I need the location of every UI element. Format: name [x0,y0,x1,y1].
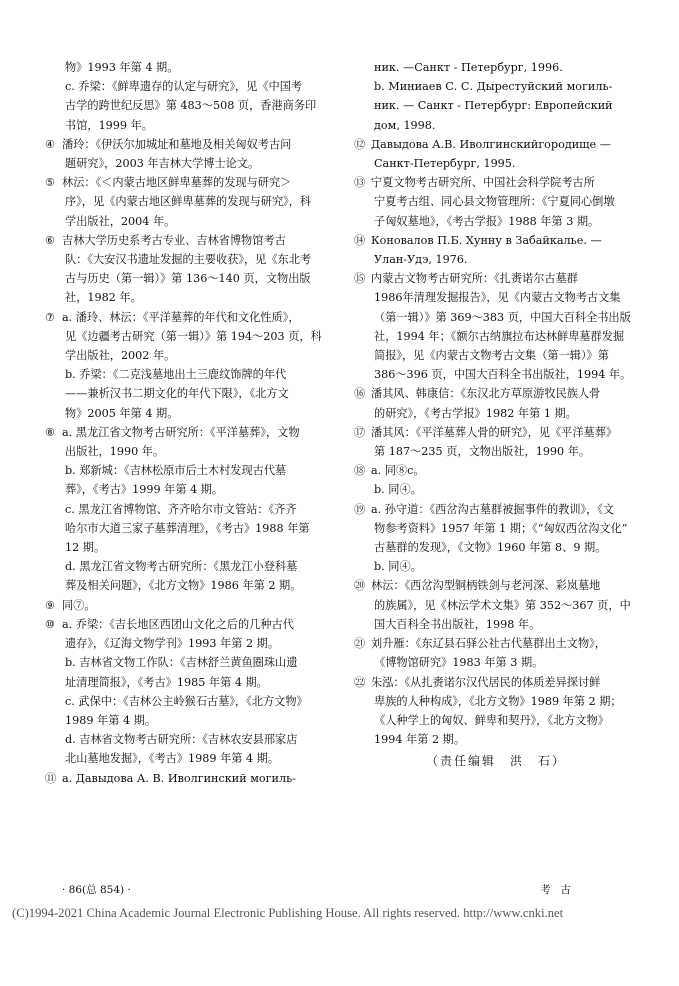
reference-line: 见《边疆考古研究（第一辑）》第 194～203 页，科 [65,329,322,343]
journal-name: 考古 [540,884,581,896]
reference-line: c. 黑龙江省博物馆、齐齐哈尔市文管站：《齐齐 [65,502,297,516]
reference-entry [45,423,325,461]
reference-number: ㉑ [354,637,366,651]
reference-entry [354,500,636,558]
reference-entry [45,173,325,231]
reference-entry [354,423,636,461]
reference-number: ⑲ [354,502,366,516]
reference-number: ⑥ [45,233,56,247]
reference-entry [354,673,636,750]
reference-entry [45,58,325,77]
reference-line: ㉒ 朱泓：《从扎赉诺尔汉代居民的体质差异探讨鲜 [354,673,636,692]
reference-entry [45,769,325,788]
reference-entry [354,58,636,77]
copyright-notice: (C)1994-2021 China Academic Journal Electronic Publishing House. All rights reserved. http://www.cnki.net [12,906,564,920]
reference-number: ④ [45,137,56,151]
page-number: · 86(总 854) · [62,884,131,896]
reference-number: ⑧ [45,425,56,439]
reference-entry [45,135,325,173]
reference-line: b. Миниаев С. С. Дырестуйский могиль- [374,80,613,94]
reference-line: （第一辑）》第 369～383 页，中国大百科全书出版 [374,310,631,324]
reference-line: 古学的跨世纪反思》第 483～508 页，香港商务印 [65,99,317,113]
reference-entry [45,461,325,499]
reference-line: ⑯ 潘其风、韩康信：《东汉北方草原游牧民族人骨 [354,384,636,403]
reference-entry [354,461,636,480]
reference-line: b. 吉林省文物工作队：《吉林舒兰黄鱼圈珠山遗 [65,656,298,670]
reference-number: ⑫ [354,137,366,151]
reference-number: ⑤ [45,176,56,190]
reference-entry [354,269,636,384]
reference-line: 题研究》，2003 年吉林大学博士论文。 [65,157,260,171]
reference-entry [354,557,636,576]
reference-line: 古墓群的发现》，《文物》1960 年第 8、9 期。 [374,541,607,555]
reference-entry [45,231,325,308]
reference-line: 队：《大安汉书遗址发掘的主要收获》，见《东北考 [65,253,312,267]
reference-number: ⑮ [354,272,366,286]
reference-line: 社，1994 年；《额尔古纳旗拉布达林鲜卑墓群发掘 [374,329,625,343]
reference-line: ⑬ 宁夏文物考古研究所、中国社会科学院考古所 [354,173,636,192]
reference-line: ⑭ Коновалов П.Б. Хунну в Забайкалье. — [354,231,636,250]
reference-line: 第 187～235 页，文物出版社，1990 年。 [374,445,591,459]
reference-line: 遗存》，《辽海文物学刊》1993 年第 2 期。 [65,637,280,651]
right-column [354,58,636,771]
reference-line: ⑰ 潘其风：《平洋墓葬人骨的研究》，见《平洋墓葬》 [354,423,636,442]
reference-line: ник. — Санкт - Петербург: Европейский [374,99,613,113]
reference-number: ㉒ [354,675,366,689]
reference-line: 出版社，1990 年。 [65,445,165,459]
reference-line: 葬》，《考古》1999 年第 4 期。 [65,483,224,497]
reference-line: ⑤ 林沄：《＜内蒙古地区鲜卑墓葬的发现与研究＞ [45,173,325,192]
reference-entry [354,77,636,135]
reference-line: ⑨ 同⑦。 [45,596,325,615]
reference-entry [45,596,325,615]
reference-line: ④ 潘玲：《伊沃尔加城址和墓地及相关匈奴考古问 [45,135,325,154]
reference-line: 学出版社，2002 年。 [65,349,176,363]
reference-line: ⑥ 吉林大学历史系考古专业、吉林省博物馆考古 [45,231,325,250]
reference-line: ⑧ a. 黑龙江省文物考古研究所：《平洋墓葬》，文物 [45,423,325,442]
reference-line: ——兼析汉书二期文化的年代下限》，《北方文 [65,387,289,401]
reference-line: дом, 1998. [374,118,436,132]
reference-line: 葬及相关问题》，《北方文物》1986 年第 2 期。 [65,579,302,593]
reference-line: ⑲ a. 孙守道：《西岔沟古墓群被掘事件的教训》，《文 [354,500,636,519]
reference-line: 的族属》，见《林沄学术文集》第 352～367 页，中 [374,598,631,612]
reference-entry [45,653,325,691]
reference-number: ⑦ [45,310,56,324]
reference-entry [354,231,636,269]
reference-line: ⑦ a. 潘玲、林沄：《平洋墓葬的年代和文化性质》， [45,308,325,327]
reference-entry [45,615,325,653]
reference-line: 卑族的人种构成》，《北方文物》1989 年第 2 期； [374,694,622,708]
reference-number: ⑬ [354,176,366,190]
reference-line: ㉑ 刘升雁：《东辽县石驿公社古代墓群出土文物》， [354,634,636,653]
reference-line: 物》2005 年第 4 期。 [65,406,179,420]
reference-line: 1989 年第 4 期。 [65,713,157,727]
reference-line: c. 乔梁：《鲜卑遗存的认定与研究》，见《中国考 [65,80,303,94]
reference-line: Улан-Удэ, 1976. [374,253,468,267]
reference-line: 国大百科全书出版社，1998 年。 [374,617,541,631]
reference-line: 古与历史（第一辑）》第 136～140 页，文物出版 [65,272,311,286]
reference-number: ⑩ [45,617,56,631]
reference-line: c. 武保中：《吉林公主岭猴石古墓》，《北方文物》 [65,694,308,708]
reference-line: 宁夏考古组、同心县文物管理所：《宁夏同心倒墩 [374,195,615,209]
reference-line: 《人种学上的匈奴、鲜卑和契丹》，《北方文物》 [374,713,609,727]
reference-line: 物》1993 年第 4 期。 [65,61,179,74]
reference-number: ⑯ [354,387,366,401]
reference-line: ⑱ a. 同⑧c。 [354,461,636,480]
reference-line: d. 吉林省文物考古研究所：《吉林农安县邢家店 [65,733,298,747]
reference-line: 址清理简报》，《考古》1985 年第 4 期。 [65,675,268,689]
reference-entry [354,384,636,422]
left-column [45,58,325,788]
reference-line: ⑳ 林沄：《西岔沟型铜柄铁剑与老河深、彩岚墓地 [354,576,636,595]
reference-line: 哈尔市大道三家子墓葬清理》，《考古》1988 年第 [65,521,310,535]
reference-line: d. 黑龙江省文物考古研究所：《黑龙江小登科墓 [65,560,298,574]
reference-number: ⑨ [45,598,56,612]
reference-line: 社，1982 年。 [65,291,142,305]
reference-entry [45,557,325,595]
reference-line: ⑮ 内蒙古文物考古研究所：《扎赉诺尔古墓群 [354,269,636,288]
reference-line: 简报》，见《内蒙古文物考古文集（第一辑）》第 [374,349,609,363]
reference-line: 学出版社，2004 年。 [65,214,176,228]
reference-number: ⑪ [45,771,57,785]
reference-number: ⑭ [354,233,366,247]
reference-line: 序》，见《内蒙古地区鲜卑墓葬的发现与研究》，科 [65,195,312,209]
reference-line: b. 同④。 [374,560,422,574]
reference-line: 1994 年第 2 期。 [374,733,466,747]
reference-number: ⑱ [354,464,366,478]
reference-entry [354,480,636,499]
reference-line: 1986年清理发掘报告》，见《内蒙古文物考古文集 [374,291,621,305]
reference-line: ник. —Санкт - Петербург, 1996. [374,61,563,74]
reference-number: ⑳ [354,579,366,593]
reference-line: ⑩ a. 乔梁：《吉长地区西团山文化之后的几种古代 [45,615,325,634]
reference-line: 386～396 页，中国大百科全书出版社，1994 年。 [374,368,632,382]
reference-line: 子匈奴墓地》，《考古学报》1988 年第 3 期。 [374,214,600,228]
reference-line: 物参考资料》1957 年第 1 期；《“匈奴西岔沟文化” [374,521,628,535]
reference-entry [354,135,636,173]
reference-line: b. 乔梁：《二克浅墓地出土三鹿纹饰牌的年代 [65,368,287,382]
editor-note: （责任编辑 洪 石） [425,754,566,769]
reference-line: b. 同④。 [374,483,422,497]
reference-line: ⑪ a. Давыдова А. В. Иволгинский могиль- [45,769,325,788]
reference-entry [45,77,325,135]
reference-entry [354,173,636,231]
reference-entry [45,500,325,558]
reference-entry [354,634,636,672]
reference-line: b. 郑新城：《吉林松原市后土木村发现古代墓 [65,464,287,478]
reference-entry [45,730,325,768]
reference-line: 的研究》，《考古学报》1982 年第 1 期。 [374,406,577,420]
reference-line: 《博物馆研究》1983 年第 3 期。 [374,656,544,670]
reference-line: ⑫ Давыдова А.В. Иволгинскийгородище — [354,135,636,154]
reference-line: 北山墓地发掘》，《考古》1989 年第 4 期。 [65,752,280,766]
reference-entry [45,365,325,423]
reference-line: 12 期。 [65,541,106,555]
reference-entry [45,308,325,366]
reference-line: Санкт-Петербург, 1995. [374,157,516,171]
reference-entry [45,692,325,730]
reference-number: ⑰ [354,425,366,439]
reference-line: 书馆，1999 年。 [65,118,153,132]
reference-entry [354,576,636,634]
